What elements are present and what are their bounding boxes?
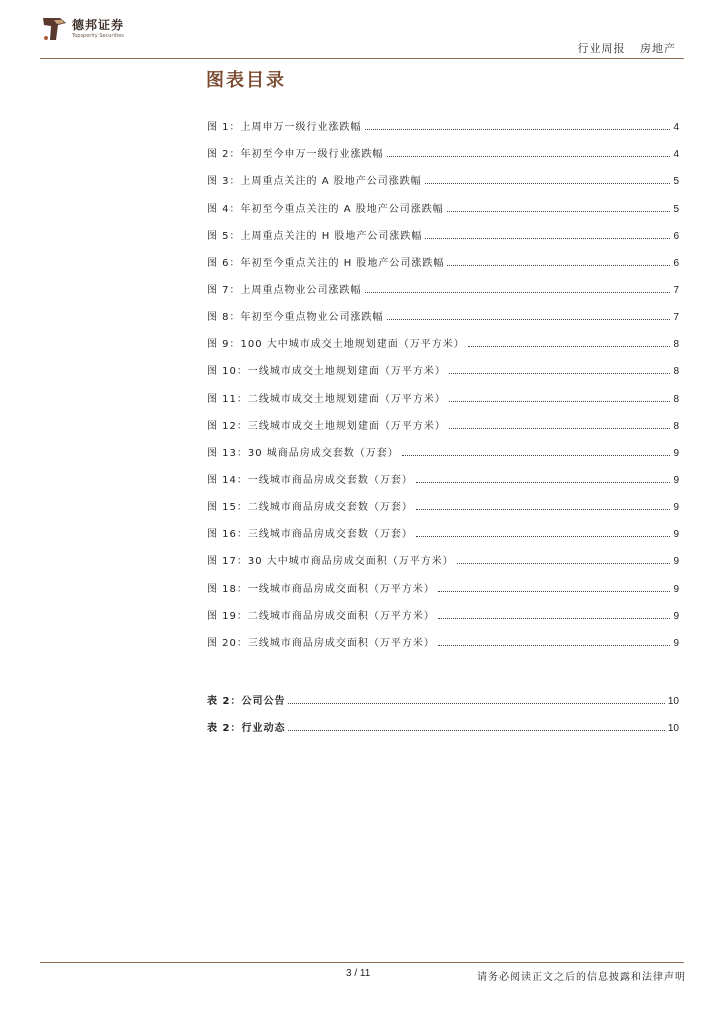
toc-table-entry-page: 10 bbox=[667, 696, 679, 707]
figure-list bbox=[207, 106, 679, 649]
toc-figure-entry[interactable] bbox=[207, 160, 679, 187]
toc-figure-entry-label: 图 16：三线城市商品房成交套数（万套） bbox=[207, 529, 413, 541]
toc-figure-entry-label: 图 19：二线城市商品房成交面积（万平方米） bbox=[207, 610, 435, 622]
toc-figure-entry-label: 图 11：二线城市成交土地规划建面（万平方米） bbox=[207, 393, 446, 405]
toc-table-entry-page: 10 bbox=[667, 723, 679, 734]
toc-figure-entry[interactable] bbox=[207, 405, 679, 432]
toc-figure-entry[interactable] bbox=[207, 269, 679, 296]
dot-leader bbox=[387, 318, 671, 320]
toc-figure-entry-page: 8 bbox=[673, 393, 679, 405]
toc-figure-entry[interactable] bbox=[207, 133, 679, 160]
toc-figure-entry[interactable] bbox=[207, 106, 679, 133]
toc-table-entry[interactable] bbox=[207, 707, 679, 734]
toc-figure-entry-page: 7 bbox=[673, 284, 679, 296]
dot-leader bbox=[449, 427, 671, 429]
toc-figure-entry[interactable] bbox=[207, 432, 679, 459]
toc-figure-entry-label: 图 2：年初至今申万一级行业涨跌幅 bbox=[207, 149, 384, 161]
toc-figure-entry-label: 图 4：年初至今重点关注的 A 股地产公司涨跌幅 bbox=[207, 203, 444, 215]
toc-figure-entry-label: 图 12：三线城市成交土地规划建面（万平方米） bbox=[207, 420, 446, 432]
toc-figure-entry-label: 图 17：30 大中城市商品房成交面积（万平方米） bbox=[207, 556, 454, 568]
toc-figure-entry-page: 8 bbox=[673, 339, 679, 351]
sector-label: 房地产 bbox=[640, 42, 676, 55]
toc-figure-entry-label: 图 1：上周申万一级行业涨跌幅 bbox=[207, 122, 362, 134]
toc-figure-entry-page: 8 bbox=[673, 420, 679, 432]
toc-figure-entry-page: 9 bbox=[673, 474, 679, 486]
dot-leader bbox=[447, 264, 670, 266]
toc-figure-entry[interactable] bbox=[207, 215, 679, 242]
dot-leader bbox=[288, 702, 664, 704]
footer-divider bbox=[40, 962, 684, 963]
dot-leader bbox=[438, 590, 671, 592]
toc-figure-entry[interactable] bbox=[207, 595, 679, 622]
toc-figure-entry-label: 图 5：上周重点关注的 H 股地产公司涨跌幅 bbox=[207, 230, 423, 242]
toc-figure-entry-label: 图 13：30 城商品房成交套数（万套） bbox=[207, 447, 399, 459]
toc-figure-entry-label: 图 15：二线城市商品房成交套数（万套） bbox=[207, 502, 413, 514]
dot-leader bbox=[438, 644, 671, 646]
toc-figure-entry[interactable] bbox=[207, 377, 679, 404]
toc-figure-entry-label: 图 18：一线城市商品房成交面积（万平方米） bbox=[207, 583, 435, 595]
toc-figure-entry-label: 图 10：一线城市成交土地规划建面（万平方米） bbox=[207, 366, 446, 378]
toc-figure-entry-label: 图 9：100 大中城市成交土地规划建面（万平方米） bbox=[207, 339, 465, 351]
dot-leader bbox=[365, 291, 671, 293]
toc-figure-entry-page: 5 bbox=[673, 203, 679, 215]
toc-figure-entry[interactable] bbox=[207, 242, 679, 269]
toc-figure-entry[interactable] bbox=[207, 513, 679, 540]
dot-leader bbox=[288, 729, 664, 731]
dot-leader bbox=[425, 237, 670, 239]
toc-figure-entry-page: 9 bbox=[673, 637, 679, 649]
table-list bbox=[207, 680, 679, 734]
toc-title: 图表目录 bbox=[206, 70, 286, 91]
toc-figure-entry-page: 7 bbox=[673, 312, 679, 324]
dot-leader bbox=[387, 155, 671, 157]
company-logo bbox=[40, 14, 190, 50]
page-header bbox=[40, 14, 684, 56]
toc-figure-entry-page: 4 bbox=[673, 149, 679, 161]
dot-leader bbox=[449, 372, 671, 374]
toc-figure-entry-label: 图 7：上周重点物业公司涨跌幅 bbox=[207, 284, 362, 296]
dot-leader bbox=[425, 182, 671, 184]
toc-figure-entry[interactable] bbox=[207, 459, 679, 486]
toc-figure-entry-page: 9 bbox=[673, 556, 679, 568]
dot-leader bbox=[438, 617, 671, 619]
toc-figure-entry-page: 9 bbox=[673, 529, 679, 541]
toc-figure-entry-page: 4 bbox=[673, 122, 679, 134]
logo-name-cn: 德邦证券 bbox=[72, 18, 125, 32]
toc-figure-entry[interactable] bbox=[207, 622, 679, 649]
toc-figure-entry-page: 8 bbox=[673, 366, 679, 378]
toc-figure-entry[interactable] bbox=[207, 187, 679, 214]
toc-figure-entry[interactable] bbox=[207, 323, 679, 350]
toc-figure-entry[interactable] bbox=[207, 540, 679, 567]
toc-figure-entry-page: 6 bbox=[673, 230, 679, 242]
dot-leader bbox=[416, 535, 671, 537]
dot-leader bbox=[447, 210, 671, 212]
logo-mark-icon bbox=[40, 14, 68, 44]
toc-figure-entry-page: 9 bbox=[673, 447, 679, 459]
page-number: 3 / 11 bbox=[346, 968, 371, 979]
toc-figure-entry[interactable] bbox=[207, 296, 679, 323]
dot-leader bbox=[468, 345, 671, 347]
toc-figure-entry-page: 6 bbox=[673, 257, 679, 269]
toc-figure-entry-label: 图 20：三线城市商品房成交面积（万平方米） bbox=[207, 637, 435, 649]
toc-table-entry-label: 表 2：行业动态 bbox=[207, 723, 286, 734]
toc-figure-entry-page: 9 bbox=[673, 610, 679, 622]
toc-table-entry[interactable] bbox=[207, 680, 679, 707]
toc-figure-entry-label: 图 14：一线城市商品房成交套数（万套） bbox=[207, 474, 413, 486]
toc-figure-entry-page: 5 bbox=[673, 176, 679, 188]
toc-figure-entry-label: 图 8：年初至今重点物业公司涨跌幅 bbox=[207, 312, 384, 324]
report-type-label: 行业周报 bbox=[577, 42, 626, 55]
toc-figure-entry[interactable] bbox=[207, 350, 679, 377]
disclaimer-text: 请务必阅读正文之后的信息披露和法律声明 bbox=[477, 972, 686, 983]
logo-name-en: Topsperity Securities bbox=[72, 33, 124, 39]
dot-leader bbox=[457, 562, 671, 564]
toc-figure-entry-label: 图 3：上周重点关注的 A 股地产公司涨跌幅 bbox=[207, 176, 422, 188]
toc-figure-entry[interactable] bbox=[207, 486, 679, 513]
header-divider bbox=[40, 58, 684, 59]
dot-leader bbox=[402, 454, 671, 456]
toc-figure-entry-page: 9 bbox=[673, 502, 679, 514]
header-tags bbox=[568, 40, 677, 56]
dot-leader bbox=[449, 400, 671, 402]
toc-figure-entry-label: 图 6：年初至今重点关注的 H 股地产公司涨跌幅 bbox=[207, 257, 445, 269]
toc-figure-entry[interactable] bbox=[207, 567, 679, 594]
dot-leader bbox=[416, 508, 671, 510]
dot-leader bbox=[416, 481, 671, 483]
dot-leader bbox=[365, 128, 671, 130]
toc-table-entry-label: 表 2：公司公告 bbox=[207, 696, 286, 707]
toc-figure-entry-page: 9 bbox=[673, 583, 679, 595]
